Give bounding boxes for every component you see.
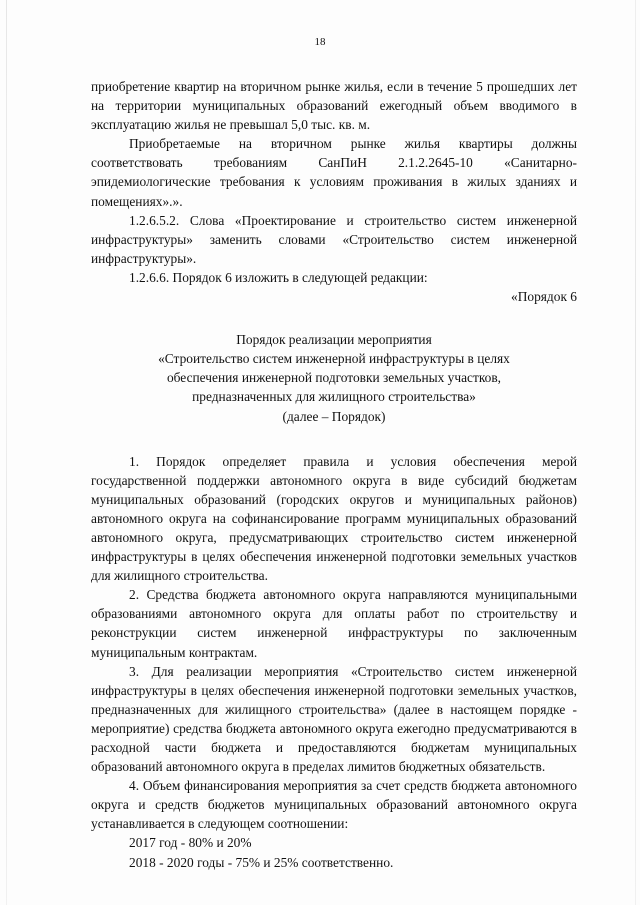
ratio-2018-2020: 2018 - 2020 годы - 75% и 25% соответственно.	[129, 854, 394, 870]
title-line: «Строительство систем инженерной инфраструктуры в целях	[158, 351, 510, 367]
clause-3: 3. Для реализации мероприятия «Строительство систем инженерной инфраструктуры в целях обеспечения инженерной подготовки земельных участков, предназначенных для жилищного строительства» (далее в настоящем порядке - мероприятие) средства бюджета автономного округа ежегодно предусматриваются в расходной части бюджета и предоставляются бюджетам муниципальных образований автономного округа в пределах лимитов бюджетных обязательств.	[91, 663, 577, 775]
scan-edge-right	[635, 0, 636, 905]
page-number: 18	[314, 36, 326, 48]
procedure-title	[91, 330, 577, 425]
paragraph-amendment-1: 1.2.6.5.2. Слова «Проектирование и строительство систем инженерной инфраструктуры» заменить словами «Строительство систем инженерной инфраструктуры».	[91, 212, 577, 266]
clause-2: 2. Средства бюджета автономного округа направляются муниципальными образованиями автономного округа для оплаты работ по строительству и реконструкции систем инженерной инфраструктуры по заключенным муниципальным контрактам.	[91, 587, 577, 660]
title-line: (далее – Порядок)	[282, 408, 386, 424]
title-line: Порядок реализации мероприятия	[236, 332, 432, 348]
ratio-2017: 2017 год - 80% и 20%	[129, 835, 252, 851]
title-line: предназначенных для жилищного строительства»	[192, 389, 476, 405]
title-line: обеспечения инженерной подготовки земельных участков,	[166, 370, 502, 386]
scan-edge-left	[6, 0, 7, 905]
clause-4: 4. Объем финансирования мероприятия за счет средств бюджета автономного округа и средств бюджетов муниципальных образований автономного округа устанавливается в следующем соотношении:	[91, 778, 577, 832]
paragraph-amendment-2: 1.2.6.6. Порядок 6 изложить в следующей редакции:	[129, 269, 428, 285]
procedure-label: «Порядок 6	[511, 289, 577, 305]
paragraph-sanpin: Приобретаемые на вторичном рынке жилья квартиры должны соответствовать требованиям СанПиН 2.1.2.2645-10 «Санитарно-эпидемиологические требования к условиям проживания в жилых зданиях и помещениях».».	[91, 136, 577, 209]
document-body	[91, 77, 577, 872]
clause-1: 1. Порядок определяет правила и условия обеспечения мерой государственной поддержки автономного округа в виде субсидий бюджетам муниципальных образований (городских округов и муниципальных районов) автономного округа на софинансирование программ муниципальных образований автономного округа, предусматривающих строительство систем инженерной инфраструктуры в целях обеспечения инженерной подготовки земельных участков для жилищного строительства.	[91, 453, 577, 584]
paragraph-continuation: приобретение квартир на вторичном рынке жилья, если в течение 5 прошедших лет на территории муниципальных образований ежегодный объем вводимого в эксплуатацию жилья не превышал 5,0 тыс. кв. м.	[91, 79, 577, 133]
